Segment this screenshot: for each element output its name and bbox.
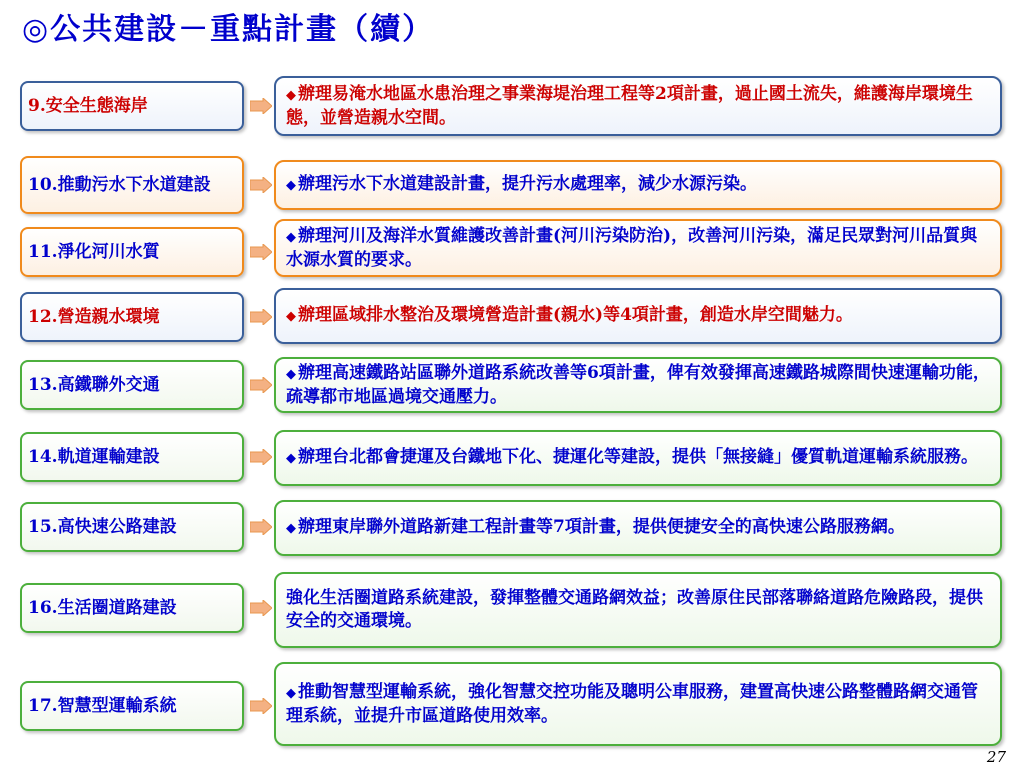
arrow-right-icon xyxy=(250,377,272,393)
plan-desc-15 xyxy=(274,500,1002,556)
plan-label-text: 16.生活圈道路建設 xyxy=(28,597,177,618)
plan-desc-11 xyxy=(274,219,1002,277)
plan-label-text: 17.智慧型運輸系統 xyxy=(28,695,177,716)
plan-label-16 xyxy=(20,583,244,633)
plan-desc-text xyxy=(286,681,992,728)
arrow-right-icon xyxy=(250,177,272,193)
plan-desc-text xyxy=(286,446,978,470)
plan-desc-text xyxy=(286,587,992,633)
plan-desc-content: 推動智慧型運輸系統，強化智慧交控功能及聰明公車服務，建置高快速公路整體路網交通管理系統，並提升市區道路使用效率。 xyxy=(286,681,978,726)
diamond-bullet-icon: ◆ xyxy=(286,521,296,536)
diamond-bullet-icon: ◆ xyxy=(286,685,296,701)
diamond-bullet-icon: ◆ xyxy=(286,366,296,382)
plan-desc-content: 辦理東岸聯外道路新建工程計畫等7項計畫，提供便捷安全的高快速公路服務網。 xyxy=(298,517,905,537)
arrow-right-icon xyxy=(250,449,272,465)
plan-desc-content: 辦理區域排水整治及環境營造計畫(親水)等4項計畫，創造水岸空間魅力。 xyxy=(298,305,853,325)
slide-title: ◎公共建設－重點計畫（續） xyxy=(22,12,435,47)
plan-label-text: 15.高快速公路建設 xyxy=(28,516,177,537)
plan-desc-9 xyxy=(274,76,1002,136)
diamond-bullet-icon: ◆ xyxy=(286,178,296,193)
arrow-right-icon xyxy=(250,244,272,260)
plan-label-17 xyxy=(20,681,244,731)
plan-desc-text xyxy=(286,225,992,272)
arrow-right-icon xyxy=(250,698,272,714)
arrow-right-icon xyxy=(250,600,272,616)
plan-desc-content: 辦理河川及海洋水質維護改善計畫(河川污染防治)，改善河川污染，滿足民眾對河川品質與水源水質的要求。 xyxy=(286,225,978,270)
plan-desc-text xyxy=(286,516,905,540)
plan-label-13 xyxy=(20,360,244,410)
diamond-bullet-icon: ◆ xyxy=(286,309,296,324)
plan-desc-content: 辦理高速鐵路站區聯外道路系統改善等6項計畫，俾有效發揮高速鐵路城際間快速運輸功能，疏導都市地區過境交通壓力。 xyxy=(286,362,990,407)
arrow-right-icon xyxy=(250,309,272,325)
plan-label-12 xyxy=(20,292,244,342)
plan-label-9 xyxy=(20,81,244,131)
plan-desc-16 xyxy=(274,572,1002,648)
arrow-right-icon xyxy=(250,519,272,535)
page-number: 27 xyxy=(986,748,1006,766)
plan-desc-12 xyxy=(274,288,1002,344)
plan-desc-content: 辦理易淹水地區水患治理之事業海堤治理工程等2項計畫，過止國土流失，維護海岸環境生態，並營造親水空間。 xyxy=(286,83,973,128)
plan-label-14 xyxy=(20,432,244,482)
plan-label-10 xyxy=(20,156,244,214)
plan-label-text: 13.高鐵聯外交通 xyxy=(28,374,160,395)
plan-desc-13 xyxy=(274,357,1002,413)
plan-label-15 xyxy=(20,502,244,552)
plan-desc-content: 辦理污水下水道建設計畫，提升污水處理率，減少水源污染。 xyxy=(298,174,757,194)
plan-label-text: 9.安全生態海岸 xyxy=(28,95,148,116)
plan-desc-content: 強化生活圈道路系統建設，發揮整體交通路網效益；改善原住民部落聯絡道路危險路段，提供安全的交通環境。 xyxy=(286,588,983,631)
plan-desc-text xyxy=(286,173,757,197)
plan-desc-text xyxy=(286,362,992,409)
plan-label-text: 12.營造親水環境 xyxy=(28,306,160,327)
plan-desc-10 xyxy=(274,160,1002,210)
plan-label-text: 10.推動污水下水道建設 xyxy=(28,174,211,195)
diamond-bullet-icon: ◆ xyxy=(286,451,296,466)
plan-desc-text xyxy=(286,304,853,328)
plan-label-text: 11.淨化河川水質 xyxy=(28,241,160,262)
diamond-bullet-icon: ◆ xyxy=(286,229,296,245)
plan-desc-14 xyxy=(274,430,1002,486)
plan-desc-text xyxy=(286,83,992,130)
arrow-right-icon xyxy=(250,98,272,114)
plan-desc-content: 辦理台北都會捷運及台鐵地下化、捷運化等建設，提供「無接縫」優質軌道運輸系統服務。 xyxy=(298,447,978,467)
plan-desc-17 xyxy=(274,662,1002,746)
plan-label-11 xyxy=(20,227,244,277)
plan-label-text: 14.軌道運輸建設 xyxy=(28,446,160,467)
diamond-bullet-icon: ◆ xyxy=(286,87,296,103)
